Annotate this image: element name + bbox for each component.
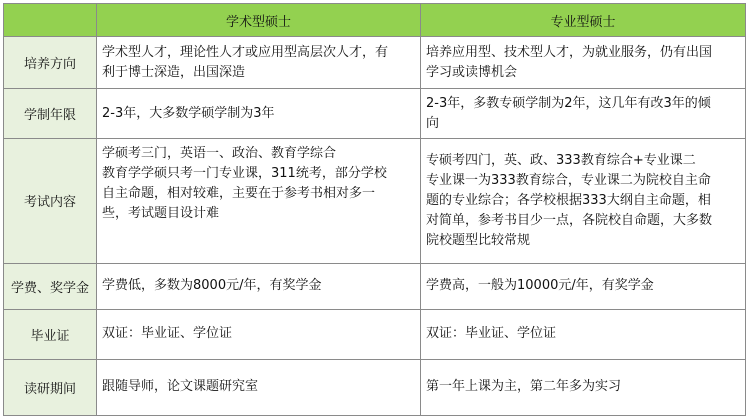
cell-line: 学费低，多数为8000元/年，有奖学金 <box>102 278 322 294</box>
professional-cell <box>421 359 746 415</box>
row-label: 读研期间 <box>4 359 97 415</box>
cell-line: 2-3年，大多数学硕学制为3年 <box>102 105 275 121</box>
row-label: 考试内容 <box>4 139 97 264</box>
header-corner <box>4 4 97 37</box>
academic-cell <box>97 359 421 415</box>
cell-line: 学习或读博机会 <box>426 64 518 80</box>
table-row <box>4 309 746 359</box>
cell-line: 向 <box>426 115 440 131</box>
row-label: 培养方向 <box>4 37 97 89</box>
header-row <box>4 4 746 37</box>
cell-line: 题的专业综合；各学校根据333大纲自主命题，相 <box>426 192 711 208</box>
professional-cell <box>421 139 746 264</box>
academic-cell <box>97 263 421 309</box>
cell-line: 双证：毕业证、学位证 <box>102 326 233 342</box>
cell-line: 跟随导师，论文课题研究室 <box>102 379 259 395</box>
academic-cell <box>97 37 421 89</box>
cell-line: 学硕考三门，英语一、政治、教育学综合 <box>102 146 337 162</box>
cell-line: 培养应用型、技术型人才，为就业服务，仍有出国 <box>426 44 713 60</box>
professional-cell <box>421 263 746 309</box>
academic-cell <box>97 309 421 359</box>
header-academic: 学术型硕士 <box>97 4 421 37</box>
cell-line: 专业课一为333教育综合，专业课二为院校自主命 <box>426 172 711 188</box>
academic-cell <box>97 139 421 264</box>
cell-line: 自主命题，相对较难，主要在于参考书相对多一 <box>102 186 376 202</box>
professional-cell <box>421 37 746 89</box>
cell-line: 第一年上课为主，第二年多为实习 <box>426 379 622 395</box>
table-row <box>4 359 746 415</box>
academic-cell <box>97 89 421 139</box>
comparison-table <box>3 3 746 416</box>
cell-line: 教育学学硕只考一门专业课，311统考，部分学校 <box>102 166 387 182</box>
professional-cell <box>421 89 746 139</box>
cell-line: 学费高，一般为10000元/年，有奖学金 <box>426 278 654 294</box>
row-label: 学制年限 <box>4 89 97 139</box>
row-label: 学费、奖学金 <box>4 263 97 309</box>
cell-line: 学术型人才，理论性人才或应用型高层次人才，有 <box>102 44 389 60</box>
table-row <box>4 89 746 139</box>
cell-line: 专硕考四门，英、政、333教育综合+专业课二 <box>426 152 696 168</box>
row-label: 毕业证 <box>4 309 97 359</box>
cell-line: 对简单，参考书目少一点，各院校自命题，大多数 <box>426 212 713 228</box>
professional-cell <box>421 309 746 359</box>
cell-line: 院校题型比较常规 <box>426 232 531 248</box>
cell-line: 双证：毕业证、学位证 <box>426 326 557 342</box>
table-row <box>4 37 746 89</box>
table-row <box>4 263 746 309</box>
header-professional: 专业型硕士 <box>421 4 746 37</box>
table-row <box>4 139 746 264</box>
cell-line: 2-3年，多教专硕学制为2年，这几年有改3年的倾 <box>426 95 711 111</box>
cell-line: 利于博士深造，出国深造 <box>102 64 246 80</box>
cell-line: 些，考试题目设计难 <box>102 206 220 222</box>
